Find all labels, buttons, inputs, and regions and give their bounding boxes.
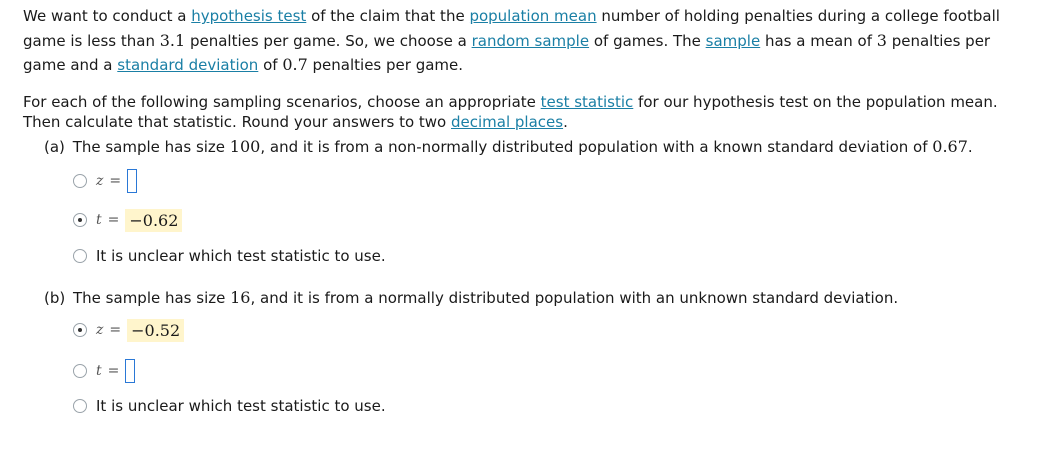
intro-text: number of holding penalties during a college football game is less than	[23, 7, 1000, 50]
part-a-text: .	[967, 138, 973, 156]
part-a-t-answer-input[interactable]: −0.62	[125, 209, 182, 232]
part-a-z-answer-input[interactable]	[127, 169, 137, 193]
decimal-places-link[interactable]: decimal places	[451, 113, 564, 131]
instructions-text: for our hypothesis test on the population mean. Then calculate that statistic. Round your answers to two	[23, 93, 998, 131]
part-b-option-z[interactable]	[73, 315, 184, 345]
intro-text: of games. The	[589, 31, 706, 50]
t-variable: t	[96, 363, 102, 379]
part-b-z-answer-input[interactable]: −0.52	[127, 319, 184, 342]
equals-sign: =	[107, 363, 120, 379]
part-a-option-unclear[interactable]	[73, 241, 386, 271]
problem-intro	[23, 4, 1023, 78]
claim-value: 3.1	[159, 30, 186, 50]
part-a-text: The sample has size	[72, 138, 230, 156]
sample-mean-value: 3	[876, 30, 887, 50]
part-a-unclear-label: It is unclear which test statistic to use.	[96, 247, 386, 265]
equals-sign: =	[109, 173, 122, 189]
part-a-known-sd: 0.67	[932, 137, 968, 156]
hypothesis-test-link[interactable]: hypothesis test	[191, 7, 307, 25]
intro-text: of the claim that the	[306, 7, 470, 25]
instructions-text: For each of the following sampling scenarios, choose an appropriate	[23, 93, 541, 111]
instructions	[23, 92, 1023, 132]
equals-sign: =	[109, 322, 122, 338]
part-b-label: (b)	[44, 289, 66, 307]
part-a-radio-unclear[interactable]	[73, 249, 87, 263]
equals-sign: =	[107, 212, 120, 228]
population-mean-link[interactable]: population mean	[469, 7, 597, 25]
part-b-option-t[interactable]	[73, 356, 135, 386]
part-a-radio-z[interactable]	[73, 174, 87, 188]
part-b-radio-z[interactable]	[73, 323, 87, 337]
part-b-text: The sample has size	[73, 289, 231, 307]
random-sample-link[interactable]: random sample	[471, 31, 590, 50]
part-b-t-answer-input[interactable]	[125, 359, 135, 383]
z-variable: z	[96, 173, 104, 189]
instructions-text: .	[563, 113, 568, 131]
part-a-option-z[interactable]	[73, 166, 137, 196]
intro-text: penalties per game and a	[23, 31, 991, 74]
intro-text: has a mean of	[760, 31, 877, 50]
part-b-text: , and it is from a normally distributed population with an unknown standard deviation.	[250, 289, 899, 307]
test-statistic-link[interactable]: test statistic	[540, 93, 634, 111]
part-b-radio-unclear[interactable]	[73, 399, 87, 413]
intro-text: We want to conduct a	[23, 7, 192, 25]
intro-text: penalties per game.	[307, 56, 464, 74]
z-variable: z	[96, 322, 104, 338]
part-a-radio-t[interactable]	[73, 213, 87, 227]
standard-deviation-link[interactable]: standard deviation	[117, 56, 259, 74]
part-b-option-unclear[interactable]	[73, 391, 386, 421]
part-b-question	[44, 288, 1034, 307]
part-b-radio-t[interactable]	[73, 364, 87, 378]
intro-text: of	[258, 56, 283, 74]
part-a-question	[44, 137, 1034, 156]
sample-sd-value: 0.7	[282, 55, 308, 74]
part-a-sample-size: 100	[229, 137, 261, 156]
part-a-option-t[interactable]	[73, 205, 182, 235]
sample-link[interactable]: sample	[705, 31, 761, 50]
t-variable: t	[96, 212, 102, 228]
part-b-unclear-label: It is unclear which test statistic to use.	[96, 397, 386, 415]
part-a-label: (a)	[44, 138, 65, 156]
part-b-sample-size: 16	[230, 288, 251, 307]
part-a-text: , and it is from a non-normally distributed population with a known standard deviation of	[260, 138, 933, 156]
intro-text: penalties per game. So, we choose a	[185, 31, 472, 50]
